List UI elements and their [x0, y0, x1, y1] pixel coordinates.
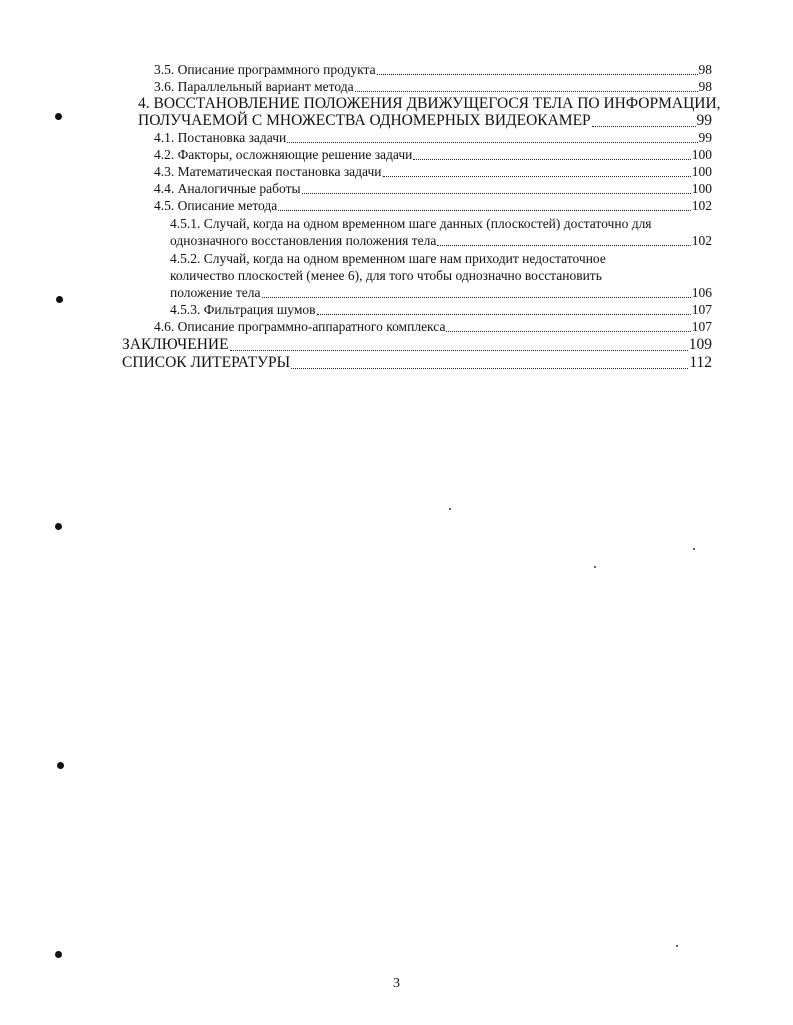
dot-leader [355, 91, 698, 92]
dot-leader [377, 74, 698, 75]
toc-entry-label: 4.5. Описание метода [154, 198, 278, 213]
toc-entry-label: однозначного восстановления положения тела [170, 233, 437, 248]
scan-hole-mark [56, 296, 63, 303]
toc-entry-conclusion [122, 336, 712, 354]
toc-entry-page: 100 [691, 147, 712, 162]
toc-entry-page: 98 [698, 79, 712, 94]
toc-entry-4-3 [154, 164, 712, 180]
dot-leader [262, 297, 691, 298]
dot-leader [230, 350, 688, 351]
dot-leader [287, 142, 697, 143]
toc-entry-label: 4.1. Постановка задачи [154, 130, 287, 145]
toc-entry-page: 100 [691, 181, 712, 196]
toc-entry-4-5-2-line-1: 4.5.2. Случай, когда на одном временном шаге нам приходит недостаточное [170, 251, 606, 266]
dot-leader [278, 210, 690, 211]
toc-entry-4-5 [154, 198, 712, 214]
toc-entry-4-4 [154, 181, 712, 197]
toc-entry-4-1 [154, 130, 712, 146]
toc-entry-4-5-1 [170, 233, 712, 249]
toc-entry-page: 98 [698, 62, 712, 77]
toc-entry-references [122, 354, 712, 372]
scan-hole-mark [55, 523, 62, 530]
toc-entry-label: ЗАКЛЮЧЕНИЕ [122, 336, 229, 353]
toc-entry-4-5-3 [170, 302, 712, 318]
scan-speck [594, 566, 596, 568]
scan-hole-mark [55, 113, 62, 120]
toc-entry-4-2 [154, 147, 712, 163]
toc-entry-label: положение тела [170, 285, 261, 300]
toc-entry-page: 100 [691, 164, 712, 179]
toc-entry-page: 99 [696, 112, 712, 129]
toc-entry-4-5-2 [170, 285, 712, 301]
toc-entry-page: 102 [691, 233, 712, 248]
toc-entry-page: 112 [689, 354, 712, 371]
dot-leader [317, 314, 691, 315]
toc-entry-label: 4.6. Описание программно-аппаратного комплекса [154, 319, 446, 334]
dot-leader [291, 368, 688, 369]
toc-entry-label: 3.6. Параллельный вариант метода [154, 79, 354, 94]
toc-entry-page: 102 [691, 198, 712, 213]
toc-entry-label: 4.2. Факторы, осложняющие решение задачи [154, 147, 413, 162]
dot-leader [302, 193, 691, 194]
scan-hole-mark [57, 762, 64, 769]
toc-entry-label: СПИСОК ЛИТЕРАТУРЫ [122, 354, 291, 371]
scan-speck [676, 945, 678, 947]
toc-chapter-4 [138, 112, 712, 130]
toc-entry-page: 107 [691, 302, 712, 317]
toc-entry-page: 106 [691, 285, 712, 300]
page-number: 3 [393, 976, 400, 991]
toc-entry-page: 107 [691, 319, 712, 334]
dot-leader [383, 176, 691, 177]
toc-entry-page: 109 [688, 336, 712, 353]
toc-chapter-4-line-1: 4. ВОССТАНОВЛЕНИЕ ПОЛОЖЕНИЯ ДВИЖУЩЕГОСЯ ТЕЛА ПО ИНФОРМАЦИИ, [138, 95, 721, 112]
toc-entry-label: 4.4. Аналогичные работы [154, 181, 301, 196]
dot-leader [413, 159, 690, 160]
dot-leader [437, 245, 690, 246]
toc-entry-4-5-1-line-1: 4.5.1. Случай, когда на одном временном шаге данных (плоскостей) достаточно для [170, 216, 652, 231]
toc-entry-4-5-2-line-2: количество плоскостей (менее 6), для того чтобы однозначно восстановить [170, 268, 602, 283]
toc-entry-page: 99 [698, 130, 712, 145]
scan-hole-mark [55, 951, 62, 958]
toc-entry-label: 4.3. Математическая постановка задачи [154, 164, 382, 179]
toc-entry-label: 4.5.3. Фильтрация шумов [170, 302, 316, 317]
scan-speck [449, 508, 451, 510]
toc-entry-3-6 [154, 79, 712, 95]
toc-entry-label: 3.5. Описание программного продукта [154, 62, 376, 77]
toc-entry-3-5 [154, 62, 712, 78]
dot-leader [446, 331, 690, 332]
dot-leader [592, 126, 696, 127]
scan-speck [693, 548, 695, 550]
toc-entry-label: ПОЛУЧАЕМОЙ С МНОЖЕСТВА ОДНОМЕРНЫХ ВИДЕОКАМЕР [138, 112, 591, 129]
toc-entry-4-6 [154, 319, 712, 335]
